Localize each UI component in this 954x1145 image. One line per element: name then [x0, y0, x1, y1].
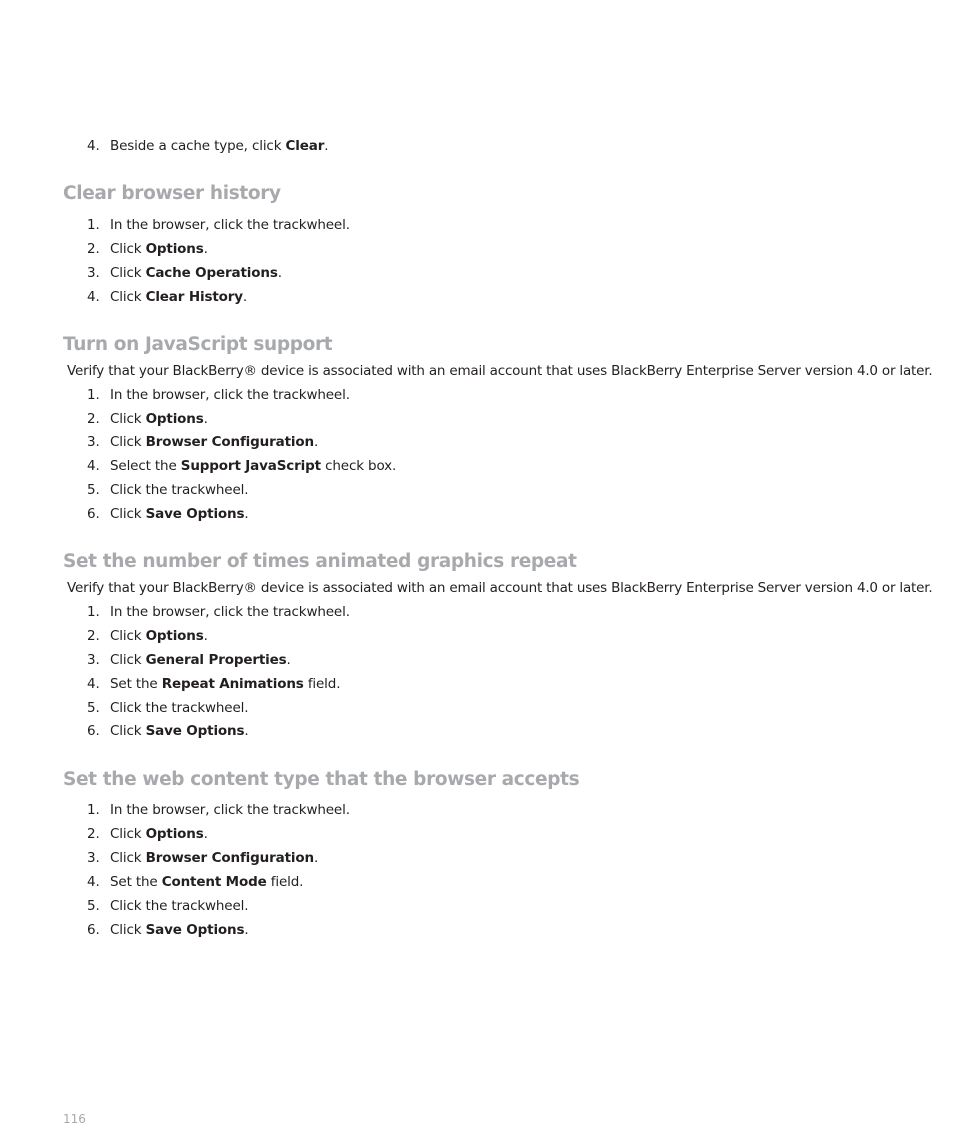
- step-number: 1.: [87, 802, 100, 818]
- section-note: Verify that your BlackBerry® device is associated with an email account that uses BlackBerry Enterprise Server version 4.0 or later.: [67, 363, 933, 379]
- step-number: 2.: [87, 411, 100, 427]
- page-number: 116: [63, 1112, 86, 1126]
- step-text: Select the Support JavaScript check box.: [110, 458, 397, 474]
- section-heading: Turn on JavaScript support: [63, 334, 333, 355]
- step-number: 2.: [87, 241, 100, 257]
- section-heading: Set the number of times animated graphics repeat: [63, 551, 577, 572]
- step-text: Set the Repeat Animations field.: [110, 676, 341, 692]
- step-number: 5.: [87, 700, 100, 716]
- step-number: 3.: [87, 850, 100, 866]
- step-text: Click Options.: [110, 628, 208, 644]
- step-text: Click General Properties.: [110, 652, 291, 668]
- step-text: Click Browser Configuration.: [110, 850, 319, 866]
- step-number: 1.: [87, 604, 100, 620]
- step-text: In the browser, click the trackwheel.: [110, 604, 350, 620]
- step-number: 2.: [87, 628, 100, 644]
- step-text: Set the Content Mode field.: [110, 874, 304, 890]
- step-number: 6.: [87, 506, 100, 522]
- step-text: Click Browser Configuration.: [110, 434, 319, 450]
- step-text: In the browser, click the trackwheel.: [110, 387, 350, 403]
- step-text: Click Options.: [110, 411, 208, 427]
- step-text: Click the trackwheel.: [110, 700, 249, 716]
- step-text: Click Options.: [110, 241, 208, 257]
- step-text: Click Cache Operations.: [110, 265, 282, 281]
- step-text: In the browser, click the trackwheel.: [110, 217, 350, 233]
- step-number: 6.: [87, 723, 100, 739]
- step-number: 3.: [87, 265, 100, 281]
- step-number: 4.: [87, 458, 100, 474]
- step-number: 4.: [87, 289, 100, 305]
- section-note: Verify that your BlackBerry® device is associated with an email account that uses BlackBerry Enterprise Server version 4.0 or later.: [67, 580, 933, 596]
- step-text: Click Clear History.: [110, 289, 248, 305]
- step-number: 5.: [87, 898, 100, 914]
- step-number: 2.: [87, 826, 100, 842]
- section-heading: Set the web content type that the browser accepts: [63, 769, 580, 790]
- step-text: Click Save Options.: [110, 922, 249, 938]
- step-text: Click Save Options.: [110, 723, 249, 739]
- step-text: Click the trackwheel.: [110, 898, 249, 914]
- step-text: Click Save Options.: [110, 506, 249, 522]
- step-number: 5.: [87, 482, 100, 498]
- step-number: 4.: [87, 676, 100, 692]
- step-number: 4.: [87, 874, 100, 890]
- step-number: 3.: [87, 434, 100, 450]
- step-number: 1.: [87, 217, 100, 233]
- step-text: In the browser, click the trackwheel.: [110, 802, 350, 818]
- step-number: 6.: [87, 922, 100, 938]
- step-text: Click the trackwheel.: [110, 482, 249, 498]
- step-text: Beside a cache type, click Clear.: [110, 138, 329, 154]
- step-number: 4.: [87, 138, 100, 154]
- step-number: 3.: [87, 652, 100, 668]
- step-number: 1.: [87, 387, 100, 403]
- step-text: Click Options.: [110, 826, 208, 842]
- section-heading: Clear browser history: [63, 183, 281, 204]
